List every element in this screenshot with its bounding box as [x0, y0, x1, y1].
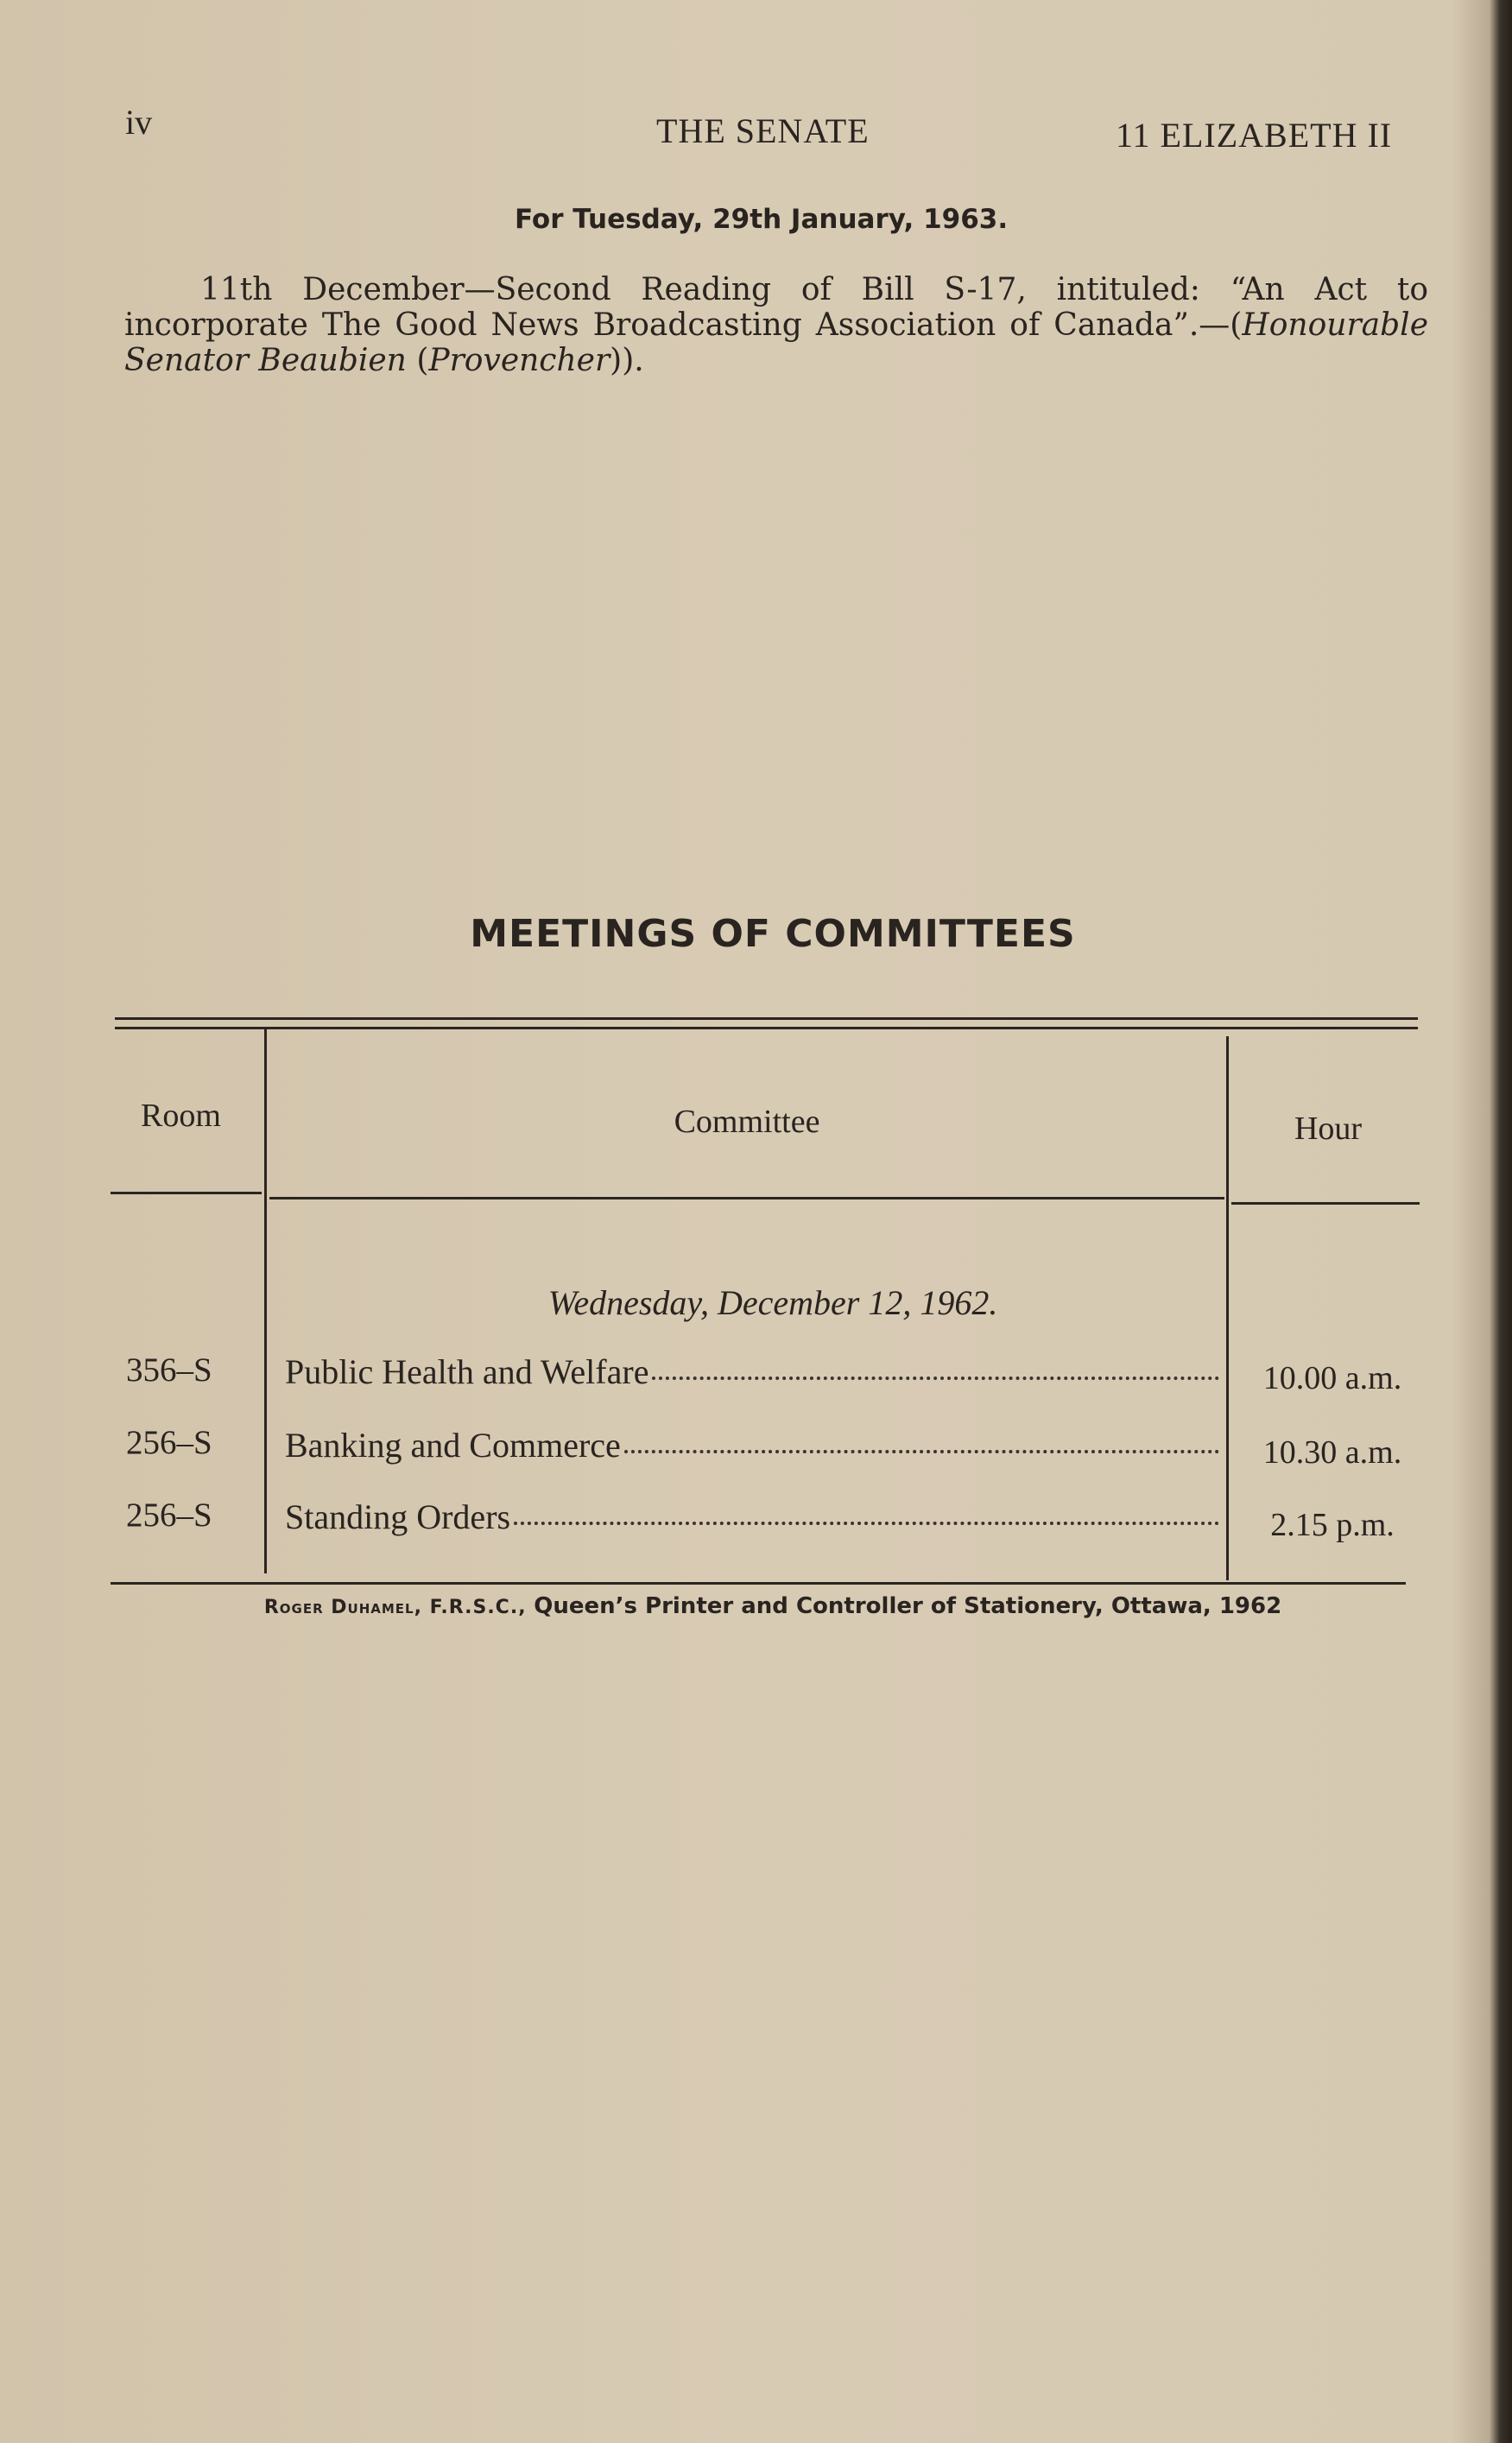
dot-leader — [652, 1377, 1219, 1380]
printer-post-nominal: , F.R.S.C., — [414, 1597, 535, 1618]
regnal-year: 11 ELIZABETH II — [1116, 116, 1393, 155]
order-item-riding: Provencher — [428, 343, 610, 378]
table-top-rule — [115, 1017, 1418, 1020]
page-number: iv — [125, 103, 153, 142]
column-header-hour: Hour — [1294, 1111, 1363, 1147]
order-item-text: 11th December—Second Reading of Bill S-17, intituled: “An Act to incorporate The Good News Broadcasting Association of Canada”.—( — [124, 272, 1428, 343]
dot-leader — [624, 1450, 1219, 1453]
table-bottom-rule — [111, 1582, 1406, 1585]
printer-title: Queen’s Printer and Controller of Stationery, Ottawa, 1962 — [534, 1593, 1282, 1619]
table-top-rule-inner — [115, 1027, 1418, 1029]
table-row-committee — [285, 1425, 1219, 1465]
hour-header-rule — [1231, 1202, 1420, 1205]
order-date-heading: For Tuesday, 29th January, 1963. — [515, 204, 1009, 235]
committee-name: Banking and Commerce — [285, 1426, 621, 1465]
room-header-rule — [111, 1192, 262, 1194]
running-title: THE SENATE — [656, 111, 870, 150]
committee-name: Standing Orders — [285, 1497, 511, 1536]
meetings-heading: MEETINGS OF COMMITTEES — [470, 912, 1076, 956]
committee-header-rule — [269, 1197, 1224, 1199]
dot-leader — [514, 1522, 1219, 1525]
table-row-room: 356–S — [126, 1351, 212, 1389]
order-item-close: )). — [610, 343, 644, 378]
table-row-committee — [285, 1497, 1219, 1537]
table-row-room: 256–S — [126, 1424, 212, 1461]
committee-name: Public Health and Welfare — [285, 1352, 649, 1391]
table-row-hour: 10.30 a.m. — [1262, 1434, 1402, 1471]
order-item-paren: ( — [406, 343, 429, 378]
column-header-room: Room — [141, 1098, 221, 1134]
table-row-hour: 10.00 a.m. — [1262, 1360, 1402, 1396]
table-row-committee — [285, 1351, 1219, 1392]
table-row-hour: 2.15 p.m. — [1270, 1507, 1395, 1543]
order-item-sponsor: Honourable Senator Beaubien — [124, 307, 1428, 378]
meeting-date-line: Wednesday, December 12, 1962. — [547, 1283, 998, 1322]
order-item-paragraph — [124, 272, 1428, 378]
printer-name: Roger Duhamel — [263, 1597, 414, 1618]
table-row-room: 256–S — [126, 1497, 212, 1534]
column-header-committee: Committee — [674, 1104, 820, 1140]
printer-imprint — [0, 1593, 1512, 1619]
